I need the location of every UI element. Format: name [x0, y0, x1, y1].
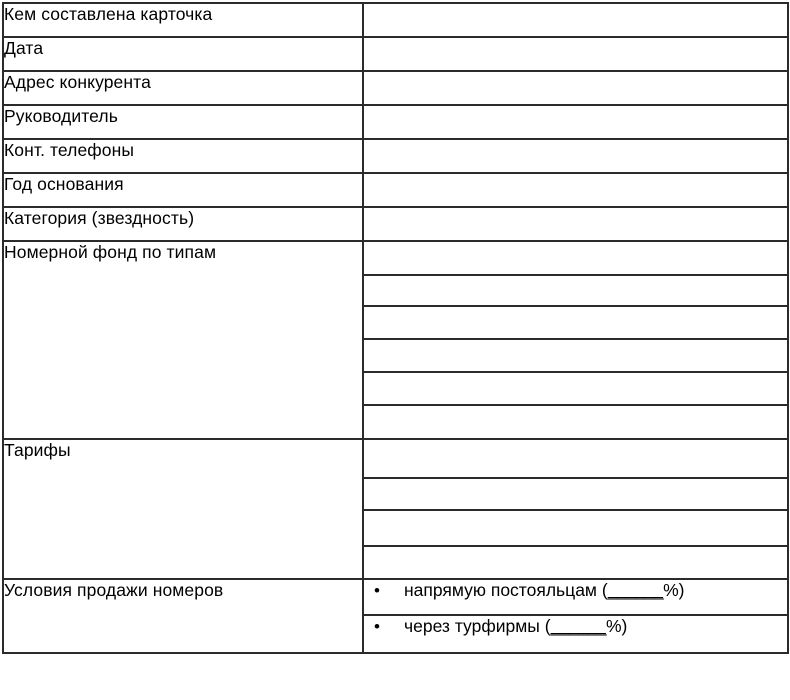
table-row: [3, 579, 788, 615]
bullet-label-direct: [404, 580, 684, 601]
blank-field-direct[interactable]: ______: [607, 580, 664, 600]
blank-field-agency[interactable]: ______: [550, 616, 606, 636]
row-value-category-stars[interactable]: [363, 207, 788, 241]
table-row: [3, 207, 788, 241]
row-value-room-stock-6[interactable]: [363, 405, 788, 439]
row-value-founding-year[interactable]: [363, 173, 788, 207]
table-row: [3, 241, 788, 275]
table-row: [3, 37, 788, 71]
row-label-category-stars: Категория (звездность): [3, 207, 363, 241]
competitor-card-table: [2, 2, 789, 654]
row-value-room-stock-5[interactable]: [363, 372, 788, 405]
row-value-room-stock-3[interactable]: [363, 306, 788, 339]
row-value-tariff-3[interactable]: [363, 510, 788, 546]
table-row: [3, 105, 788, 139]
row-label-tariffs: Тарифы: [3, 439, 363, 579]
bullet-item-direct: [364, 580, 787, 601]
row-value-date[interactable]: [363, 37, 788, 71]
table-row: [3, 139, 788, 173]
row-value-room-stock-2[interactable]: [363, 275, 788, 306]
table-row: [3, 71, 788, 105]
row-value-competitor-address[interactable]: [363, 71, 788, 105]
row-value-room-stock-4[interactable]: [363, 339, 788, 372]
table-body: [3, 3, 788, 653]
row-label-director: Руководитель: [3, 105, 363, 139]
row-label-compiled-by: Кем составлена карточка: [3, 3, 363, 37]
bullet-suffix-direct: %): [663, 580, 685, 600]
bullet-item-agency: [364, 616, 787, 637]
row-value-tariff-2[interactable]: [363, 478, 788, 510]
row-value-tariff-4[interactable]: [363, 546, 788, 579]
table-row: [3, 439, 788, 478]
bullet-prefix-agency: через турфирмы (: [404, 616, 551, 636]
row-label-founding-year: Год основания: [3, 173, 363, 207]
row-value-sales-condition-direct[interactable]: [363, 579, 788, 615]
row-value-sales-condition-agency[interactable]: [363, 615, 788, 653]
table-row: [3, 3, 788, 37]
row-value-tariff-1[interactable]: [363, 439, 788, 478]
row-value-compiled-by[interactable]: [363, 3, 788, 37]
bullet-label-agency: [404, 616, 627, 637]
row-value-contact-phones[interactable]: [363, 139, 788, 173]
row-label-sales-conditions: Условия продажи номеров: [3, 579, 363, 653]
row-label-contact-phones: Конт. телефоны: [3, 139, 363, 173]
row-value-room-stock-1[interactable]: [363, 241, 788, 275]
bullet-suffix-agency: %): [605, 616, 628, 636]
table-row: [3, 173, 788, 207]
row-value-director[interactable]: [363, 105, 788, 139]
bullet-icon: •: [374, 581, 380, 600]
bullet-icon: •: [374, 617, 380, 636]
row-label-date: Дата: [3, 37, 363, 71]
bullet-prefix-direct: напрямую постояльцам (: [404, 580, 608, 600]
row-label-competitor-address: Адрес конкурента: [3, 71, 363, 105]
row-label-room-stock-by-type: Номерной фонд по типам: [3, 241, 363, 439]
